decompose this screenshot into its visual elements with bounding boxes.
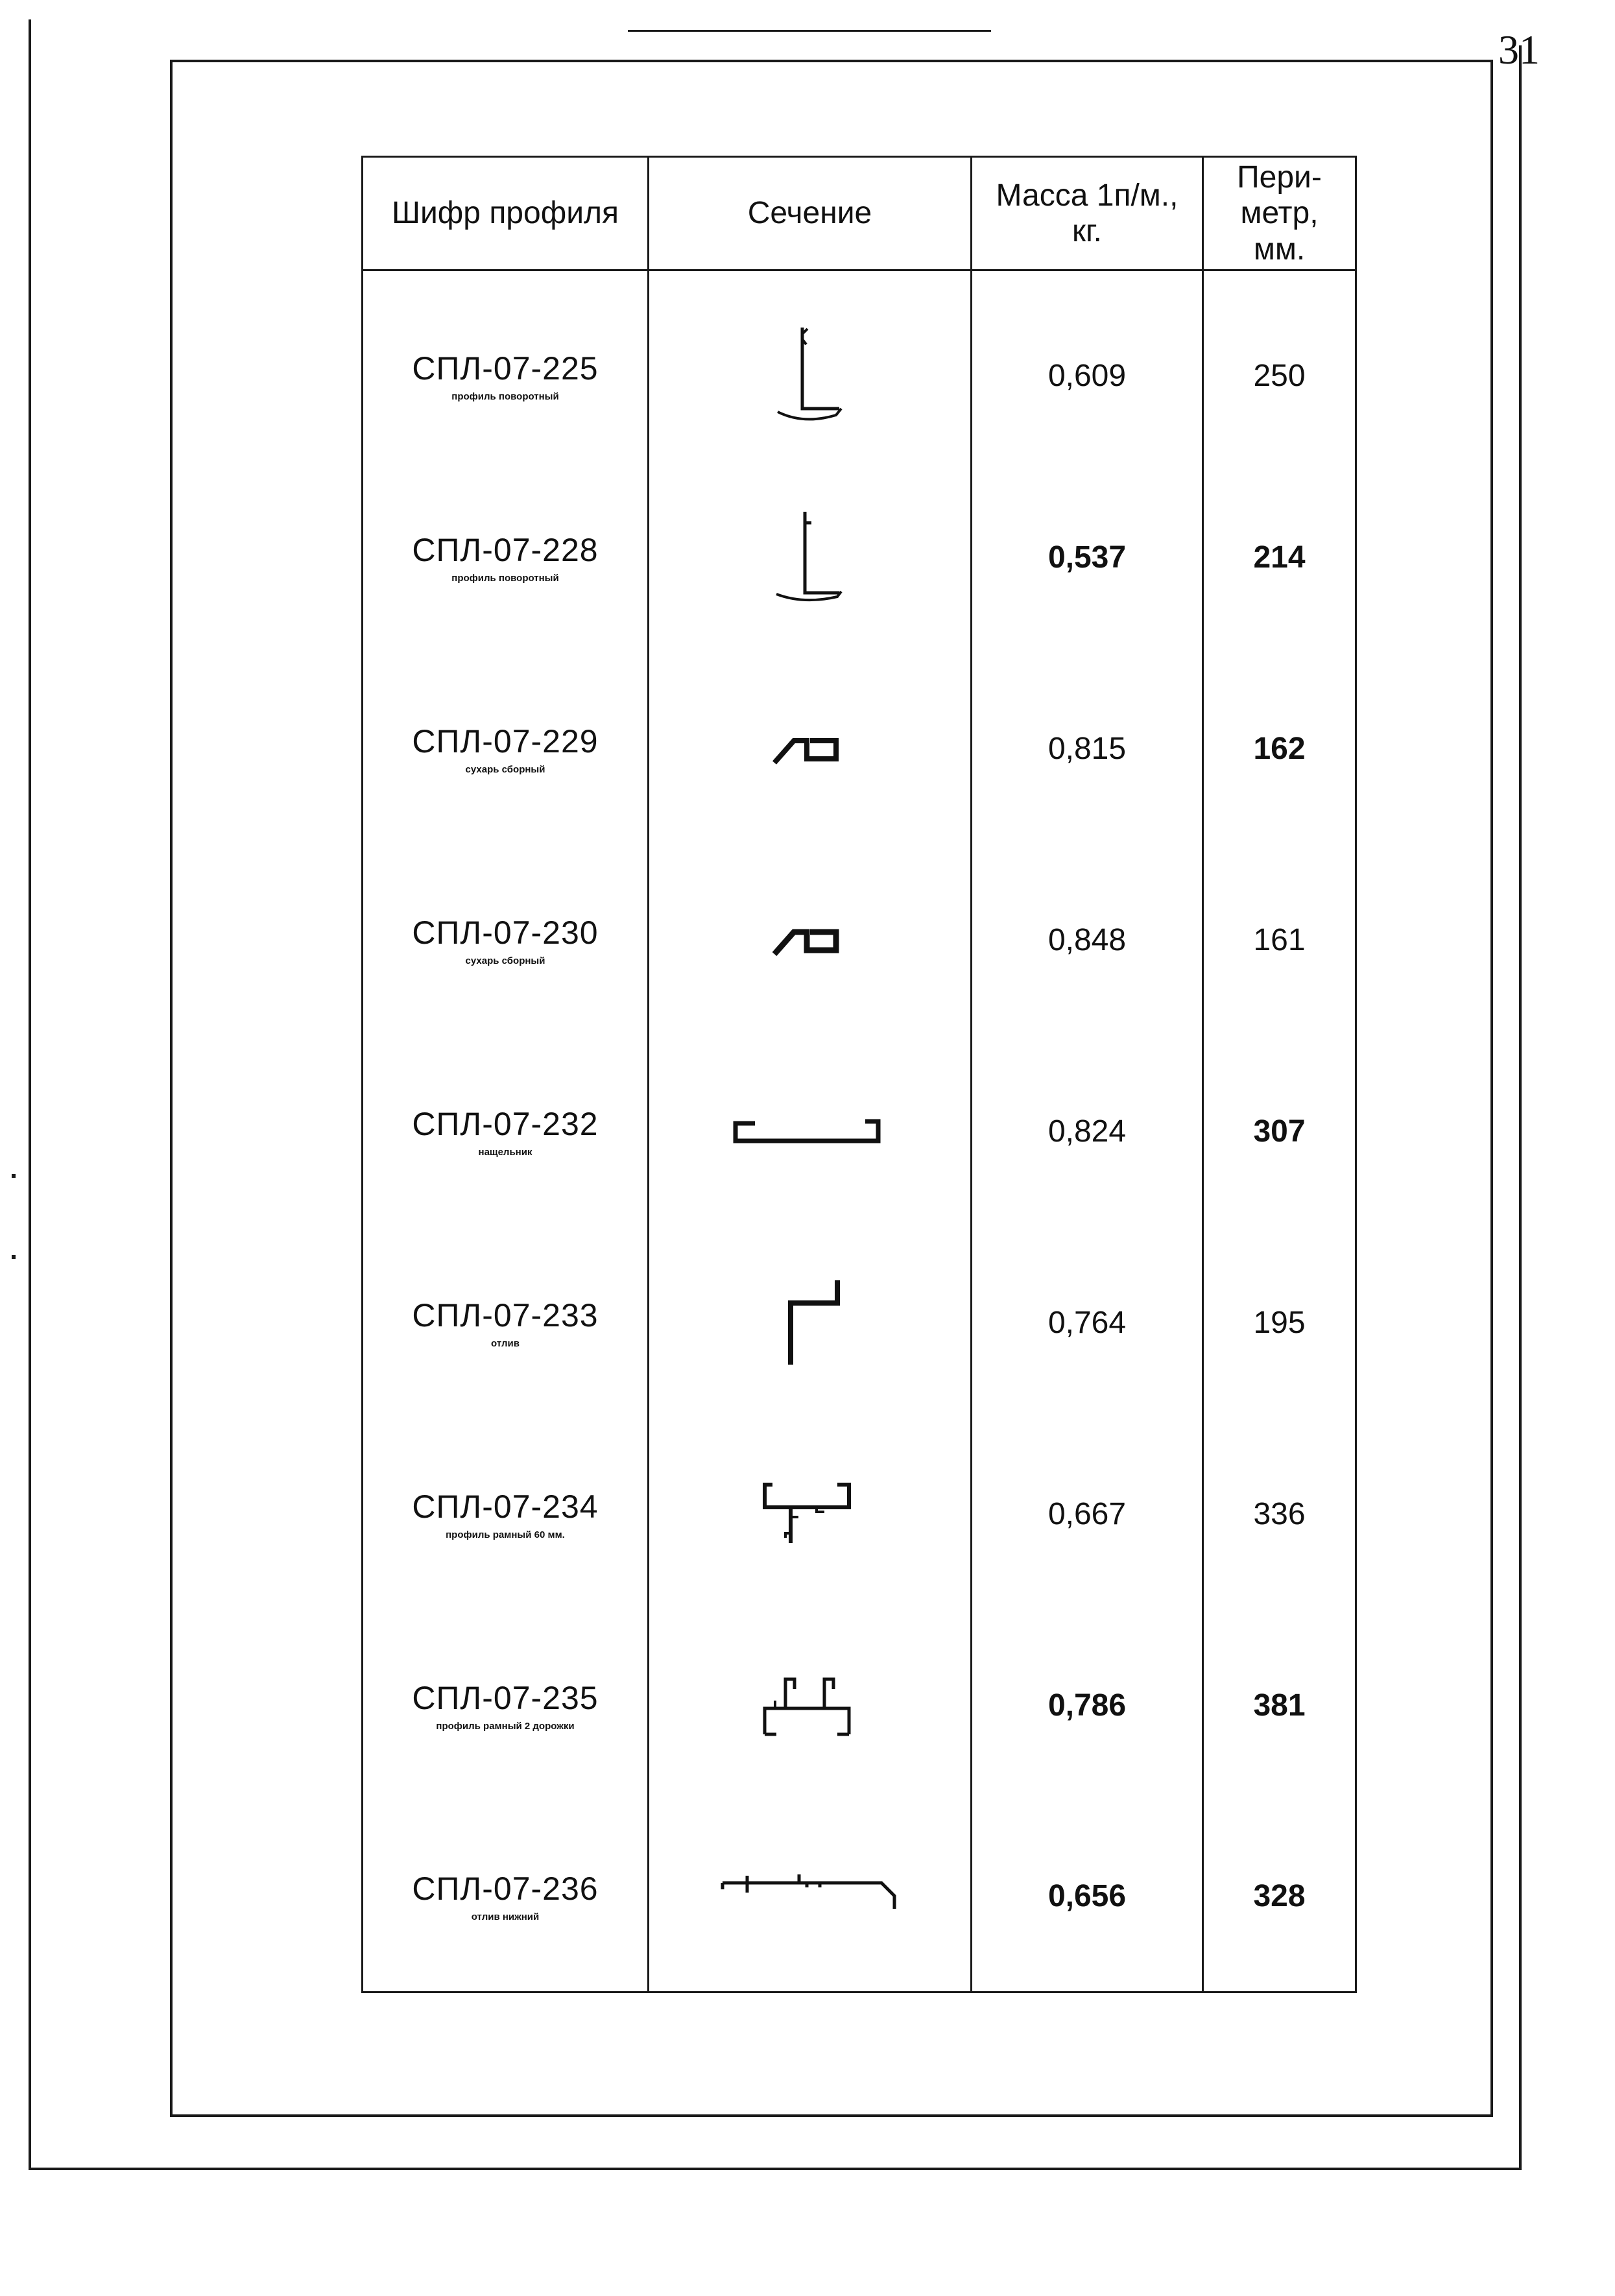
- profile-code: СПЛ-07-232: [412, 1105, 599, 1142]
- profile-description: сухарь сборный: [465, 763, 545, 775]
- code-cell: [363, 462, 649, 653]
- profile-code: СПЛ-07-230: [412, 914, 599, 951]
- code-cell: [363, 1801, 649, 1992]
- cover-strip-icon: [729, 1112, 891, 1151]
- mass-value: 0,815: [1047, 731, 1127, 766]
- profile-code: СПЛ-07-235: [412, 1679, 599, 1716]
- perimeter-cell: [1203, 1036, 1356, 1227]
- profile-code: СПЛ-07-236: [412, 1870, 599, 1907]
- table-row: [363, 1418, 1356, 1610]
- frame-profile-60-icon: [752, 1472, 868, 1556]
- section-cell: [649, 1801, 972, 1992]
- mass-cell: [972, 653, 1203, 844]
- section-cell: [649, 1227, 972, 1418]
- profile-description: профиль поворотный: [451, 572, 559, 584]
- mass-cell: [972, 844, 1203, 1036]
- table-row: [363, 1227, 1356, 1418]
- profiles-table: [361, 156, 1357, 1993]
- perimeter-cell: [1203, 270, 1356, 462]
- mass-value: 0,786: [1047, 1688, 1127, 1723]
- profile-code: СПЛ-07-229: [412, 723, 599, 759]
- mass-value: 0,824: [1047, 1114, 1127, 1149]
- perimeter-cell: [1203, 1418, 1356, 1610]
- profile-swivel-icon: [765, 502, 855, 612]
- inner-frame-right-line: [1490, 60, 1493, 2117]
- section-cell: [649, 1610, 972, 1801]
- margin-dot: [12, 1174, 16, 1178]
- inner-frame-left-line: [170, 60, 173, 2117]
- profile-swivel-icon: [765, 321, 855, 431]
- table-row: [363, 1036, 1356, 1227]
- perimeter-value: 161: [1253, 922, 1306, 957]
- profile-code: СПЛ-07-225: [412, 350, 599, 387]
- code-cell: [363, 1418, 649, 1610]
- inner-frame-top-line: [170, 60, 1493, 62]
- header-mass: Масса 1п/м., кг.: [972, 157, 1203, 270]
- profile-description: нащельник: [478, 1146, 532, 1158]
- mass-cell: [972, 1610, 1203, 1801]
- outer-frame-bottom-line: [29, 2168, 1520, 2170]
- profile-description: профиль рамный 2 дорожки: [436, 1720, 575, 1732]
- code-cell: [363, 270, 649, 462]
- perimeter-value: 250: [1253, 359, 1306, 394]
- mass-cell: [972, 270, 1203, 462]
- mass-value: 0,537: [1047, 540, 1127, 575]
- mass-cell: [972, 1227, 1203, 1418]
- perimeter-cell: [1203, 653, 1356, 844]
- perimeter-value: 214: [1253, 540, 1306, 575]
- profile-description: профиль рамный 60 мм.: [446, 1529, 565, 1540]
- page-number: 31: [1498, 27, 1540, 73]
- table-row: [363, 1801, 1356, 1992]
- header-code: Шифр профиля: [363, 157, 649, 270]
- table-row: [363, 1610, 1356, 1801]
- section-cell: [649, 1418, 972, 1610]
- outer-frame-left-line: [29, 19, 31, 2170]
- table-header-row: [363, 157, 1356, 270]
- perimeter-cell: [1203, 462, 1356, 653]
- mass-cell: [972, 1036, 1203, 1227]
- mass-value: 0,764: [1047, 1305, 1127, 1340]
- perimeter-cell: [1203, 1610, 1356, 1801]
- mass-cell: [972, 462, 1203, 653]
- perimeter-cell: [1203, 1227, 1356, 1418]
- code-cell: [363, 653, 649, 844]
- code-cell: [363, 1227, 649, 1418]
- perimeter-value: 162: [1253, 731, 1306, 766]
- cracker-joint-icon: [765, 723, 855, 774]
- profile-description: сухарь сборный: [465, 955, 545, 966]
- section-cell: [649, 844, 972, 1036]
- profile-description: профиль поворотный: [451, 391, 559, 403]
- table-row: [363, 844, 1356, 1036]
- cracker-joint-icon: [765, 914, 855, 966]
- profile-description: отлив нижний: [471, 1911, 540, 1922]
- mass-value: 0,848: [1047, 922, 1127, 957]
- section-cell: [649, 653, 972, 844]
- perimeter-value: 328: [1253, 1878, 1306, 1913]
- perimeter-cell: [1203, 1801, 1356, 1992]
- header-section: Сечение: [649, 157, 972, 270]
- lower-drip-icon: [716, 1867, 904, 1925]
- mass-cell: [972, 1418, 1203, 1610]
- outer-frame-right-line: [1519, 45, 1522, 2170]
- perimeter-value: 307: [1253, 1114, 1306, 1149]
- margin-dot: [12, 1255, 16, 1259]
- mass-value: 0,667: [1047, 1496, 1127, 1531]
- table-row: [363, 462, 1356, 653]
- mass-cell: [972, 1801, 1203, 1992]
- profile-description: отлив: [491, 1337, 520, 1349]
- profile-code: СПЛ-07-233: [412, 1297, 599, 1333]
- inner-frame-bottom-line: [170, 2114, 1493, 2117]
- perimeter-value: 381: [1253, 1688, 1306, 1723]
- table-row: [363, 653, 1356, 844]
- profile-code: СПЛ-07-234: [412, 1488, 599, 1525]
- section-cell: [649, 1036, 972, 1227]
- section-cell: [649, 270, 972, 462]
- mass-value: 0,656: [1047, 1878, 1127, 1913]
- frame-profile-2track-icon: [752, 1663, 868, 1747]
- header-perimeter: Пери-метр, мм.: [1203, 157, 1356, 270]
- profile-code: СПЛ-07-228: [412, 531, 599, 568]
- code-cell: [363, 1036, 649, 1227]
- perimeter-value: 195: [1253, 1305, 1306, 1340]
- perimeter-cell: [1203, 844, 1356, 1036]
- mass-value: 0,609: [1047, 359, 1127, 394]
- top-scan-line: [628, 30, 991, 32]
- code-cell: [363, 1610, 649, 1801]
- section-cell: [649, 462, 972, 653]
- table-row: [363, 270, 1356, 462]
- perimeter-value: 336: [1253, 1496, 1306, 1531]
- code-cell: [363, 844, 649, 1036]
- drip-profile-icon: [765, 1274, 855, 1371]
